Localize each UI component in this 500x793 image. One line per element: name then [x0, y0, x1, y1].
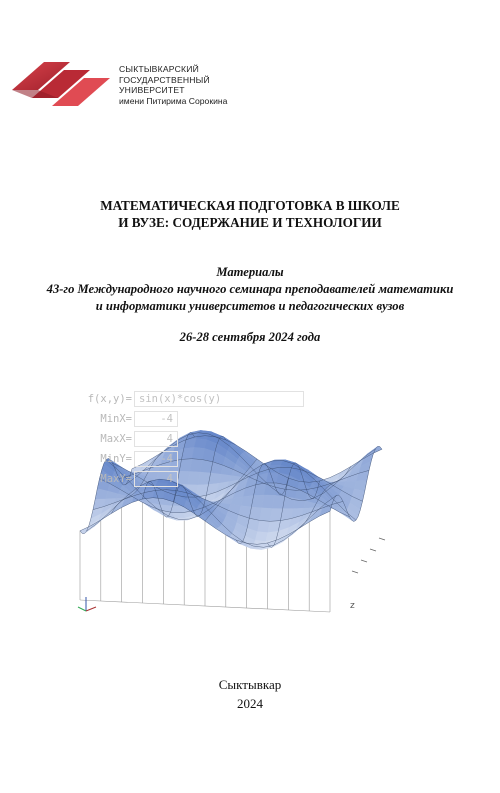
title-line: И ВУЗЕ: СОДЕРЖАНИЕ И ТЕХНОЛОГИИ [118, 215, 382, 230]
range-row [76, 409, 304, 429]
imprint [0, 675, 500, 713]
surface-plot-illustration [60, 385, 460, 635]
range-label: MinY= [100, 453, 132, 465]
materials-line: и информатики университетов и педагогических вузов [95, 299, 405, 313]
title-line: МАТЕМАТИЧЕСКАЯ ПОДГОТОВКА В ШКОЛЕ [100, 198, 400, 213]
range-field: 4 [134, 471, 178, 487]
axis-tick [361, 560, 367, 562]
materials-heading: Материалы [216, 265, 284, 279]
function-field: sin(x)*cos(y) [134, 391, 304, 407]
range-field: -4 [134, 411, 178, 427]
university-name [119, 64, 227, 106]
range-label: MaxY= [100, 473, 132, 485]
range-label: MinX= [100, 413, 132, 425]
range-field: -4 [134, 451, 178, 467]
range-row [76, 429, 304, 449]
publication-year: 2024 [237, 696, 263, 711]
logo-line: УНИВЕРСИТЕТ [119, 85, 185, 95]
city-name: Сыктывкар [218, 677, 282, 692]
materials-block [0, 264, 500, 315]
conference-dates: 26-28 сентября 2024 года [179, 330, 321, 344]
university-logo [8, 58, 248, 118]
range-field: 4 [134, 431, 178, 447]
materials-line: 43-го Международного научного семинара преподавателей математики [46, 282, 454, 296]
logo-line: имени Питирима Сорокина [119, 95, 228, 106]
function-row [76, 389, 304, 409]
function-input-panel [76, 389, 304, 489]
range-row [76, 469, 304, 489]
axis-label: z [350, 601, 355, 611]
logo-line: ГОСУДАРСТВЕННЫЙ [119, 74, 210, 85]
axis-tick [370, 549, 376, 551]
book-title [0, 197, 500, 231]
axis-tick [379, 538, 385, 540]
axis-tick [352, 571, 358, 573]
logo-line: СЫКТЫВКАРСКИЙ [119, 64, 199, 74]
function-label: f(x,y)= [87, 393, 132, 405]
range-row [76, 449, 304, 469]
range-label: MaxX= [100, 433, 132, 445]
university-logo-icon [8, 58, 116, 118]
triad-axis [78, 607, 86, 611]
triad-axis [86, 607, 96, 611]
